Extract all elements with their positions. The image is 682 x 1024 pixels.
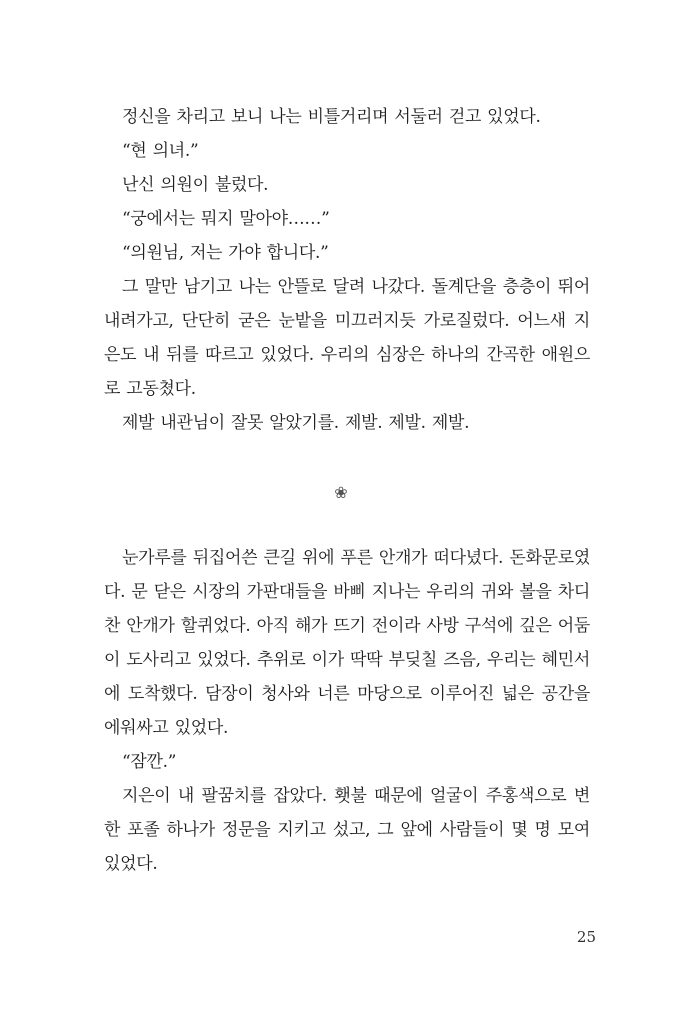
paragraph: 제발 내관님이 잘못 알았기를. 제발. 제발. 제발. <box>122 413 470 433</box>
paragraph: 지은이 내 팔꿈치를 잡았다. 횃불 때문에 얼굴이 주홍색으로 변한 포졸 하나가 정문을 지키고 섰고, 그 앞에 사람들이 몇 명 모여 있었다. <box>104 786 590 874</box>
dialogue-line: “궁에서는 뭐지 말아야……” <box>122 209 330 229</box>
paragraph: 눈가루를 뒤집어쓴 큰길 위에 푸른 안개가 떠다녔다. 돈화문로였다. 문 닫은 시장의 가판대들을 바삐 지나는 우리의 귀와 볼을 차디찬 안개가 할퀴었다. 아직 해가 뜨기 전이라 사방 구석에 깊은 어둠이 도사리고 있었다. 추위로 이가 딱딱 부딪칠 즈음, 우리는 혜민서에 도착했다. 담장이 청사와 너른 마당으로 이루어진 넓은 공간을 에워싸고 있었다. <box>104 548 590 738</box>
text-section-1 <box>104 100 590 440</box>
text-section-2 <box>104 541 590 881</box>
section-break-ornament-icon: ❀ <box>334 483 348 502</box>
dialogue-line: “의원님, 저는 가야 합니다.” <box>122 243 329 263</box>
dialogue-line: “잠깐.” <box>122 752 177 772</box>
paragraph: 그 말만 남기고 나는 안뜰로 달려 나갔다. 돌계단을 층층이 뛰어 내려가고, 단단히 굳은 눈밭을 미끄러지듯 가로질렀다. 어느새 지은도 내 뒤를 따르고 있었다. 우리의 심장은 하나의 간곡한 애원으로 고동쳤다. <box>104 277 590 399</box>
dialogue-line: “현 의녀.” <box>122 141 199 161</box>
paragraph: 정신을 차리고 보니 나는 비틀거리며 서둘러 걷고 있었다. <box>122 107 541 127</box>
page-number: 25 <box>576 928 596 946</box>
paragraph: 난신 의원이 불렀다. <box>122 175 269 195</box>
